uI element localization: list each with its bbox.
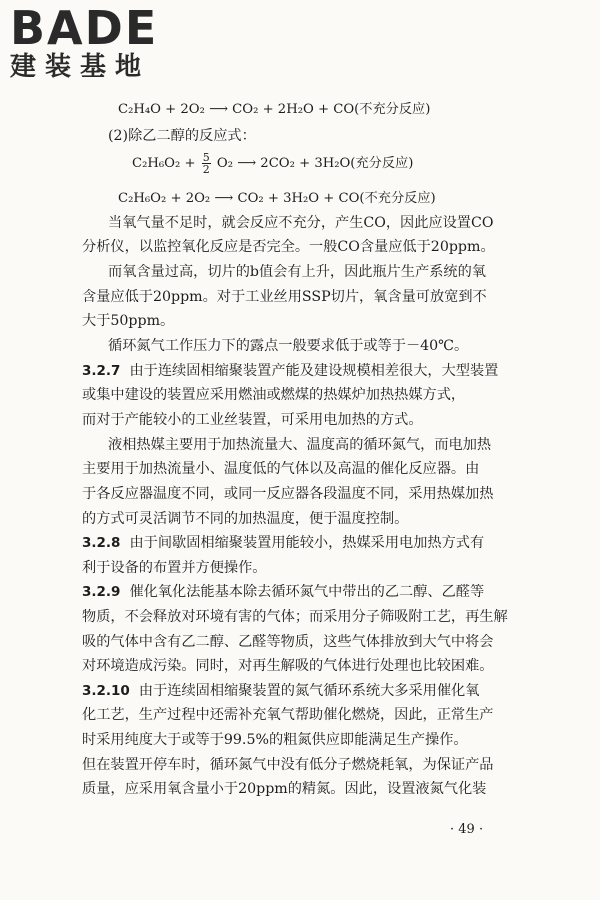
formula-2-left: C₂H₆O₂ + [132, 156, 196, 171]
section-number: 3.2.10 [82, 683, 130, 699]
text-line: 而氧含量过高，切片的b值会有上升，因此瓶片生产系统的氧 [108, 264, 486, 280]
text-line: 或集中建设的装置应采用燃油或燃煤的热媒炉加热热媒方式， [82, 387, 466, 403]
text-line: 吸的气体中含有乙二醇、乙醛等物质，这些气体排放到大气中将会 [82, 634, 494, 650]
text-line: 时采用纯度大于或等于99.5%的粗氮供应即能满足生产操作。 [82, 732, 468, 748]
formula-2-right: O₂ ⟶ 2CO₂ + 3H₂O(充分反应) [216, 156, 414, 171]
text-line: 当氧气量不足时，就会反应不充分，产生CO，因此应设置CO [108, 215, 494, 231]
text-line: 大于50ppm。 [82, 313, 175, 329]
text-line: 液相热媒主要用于加热流量大、温度高的循环氮气，而电加热 [108, 437, 492, 453]
section-number: 3.2.9 [82, 584, 121, 600]
logo-wordmark: BADE [10, 1, 159, 55]
section-number: 3.2.8 [82, 535, 121, 551]
fraction-denominator: 2 [202, 163, 210, 176]
formula-3: C₂H₆O₂ + 2O₂ ⟶ CO₂ + 3H₂O + CO(不充分反应) [118, 191, 436, 206]
text-line: 物质，不会释放对环境有害的气体；而采用分子筛吸附工艺，再生解 [82, 609, 508, 625]
text-line: 的方式可灵活调节不同的加热温度，便于温度控制。 [82, 511, 409, 527]
text-line: 主要用于加热流量小、温度低的气体以及高温的催化反应器。由 [82, 461, 480, 477]
text-line: 含量应低于20ppm。对于工业丝用SSP切片，氧含量可放宽到不 [82, 289, 487, 305]
formula-heading: (2)除乙二醇的反应式： [108, 128, 256, 144]
text-line: 利于设备的布置并方便操作。 [82, 560, 267, 576]
section-3-2-10 [82, 682, 479, 700]
text-line: 循环氮气工作压力下的露点一般要求低于或等于－40℃。 [108, 338, 469, 354]
formula-1: C₂H₄O + 2O₂ ⟶ CO₂ + 2H₂O + CO(不充分反应) [118, 102, 431, 117]
section-number: 3.2.7 [82, 363, 121, 379]
logo-subtitle: 建装基地 [10, 52, 151, 82]
section-3-2-9 [82, 583, 484, 601]
text-line: 分析仪，以监控氧化反应是否完全。一般CO含量应低于20ppm。 [82, 239, 495, 255]
text-line: 由于间歇固相缩聚装置用能较小，热媒采用电加热方式有 [129, 535, 485, 551]
fraction-numerator: 5 [202, 151, 210, 164]
page-number: · 49 · [450, 822, 484, 837]
section-3-2-7 [82, 362, 498, 380]
text-line: 由于连续固相缩聚装置的氮气循环系统大多采用催化氧 [138, 683, 480, 699]
text-line: 而对于产能较小的工业丝装置，可采用电加热的方式。 [82, 412, 423, 428]
text-line: 于各反应器温度不同，或同一反应器各段温度不同，采用热媒加热 [82, 486, 494, 502]
text-line: 对环境造成污染。同时，对再生解吸的气体进行处理也比较困难。 [82, 658, 494, 674]
text-line: 质量，应采用氧含量小于20ppm的精氮。因此，设置液氮气化装 [82, 781, 487, 797]
fraction [202, 152, 211, 175]
text-line: 化工艺，生产过程中还需补充氧气帮助催化燃烧，因此，正常生产 [82, 707, 494, 723]
text-line: 但在装置开停车时，循环氮气中没有低分子燃烧耗氧，为保证产品 [82, 757, 494, 773]
text-line: 催化氧化法能基本除去循环氮气中带出的乙二醇、乙醛等 [129, 584, 485, 600]
section-3-2-8 [82, 534, 484, 552]
text-line: 由于连续固相缩聚装置产能及建设规模相差很大，大型装置 [129, 363, 499, 379]
formula-2 [132, 152, 413, 176]
